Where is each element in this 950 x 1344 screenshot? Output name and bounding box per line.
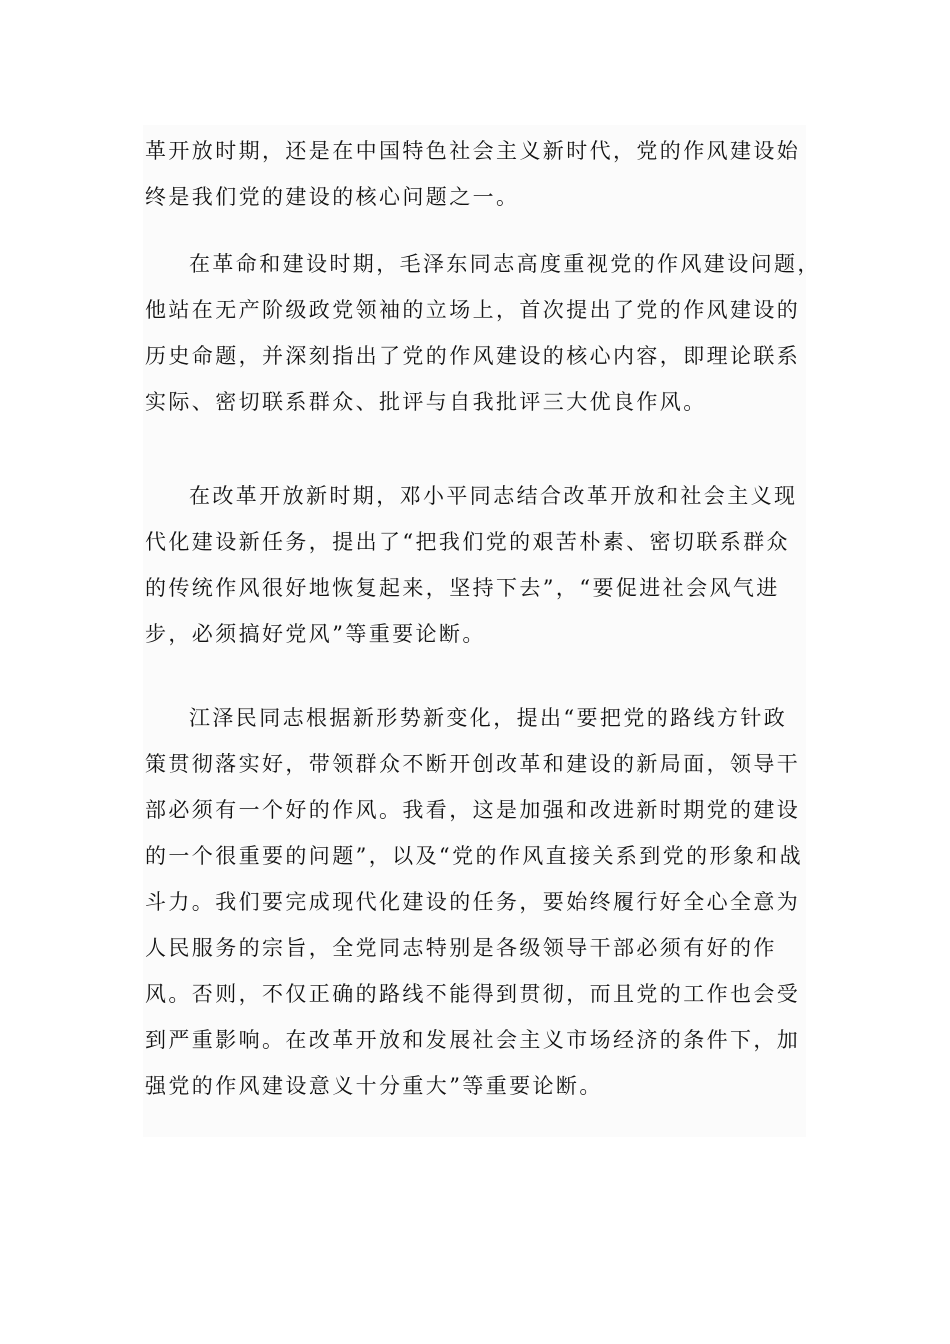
paragraph-deng-xiaoping: 在改革开放新时期，邓小平同志结合改革开放和社会主义现代化建设新任务，提出了“把我们党的艰苦朴素、密切联系群众的传统作风很好地恢复起来，坚持下去”，“要促进社会风气进步，必须搞好党风”等重要论断。 [145, 484, 798, 646]
paragraph-mao-zedong: 在革命和建设时期，毛泽东同志高度重视党的作风建设问题，他站在无产阶级政党领袖的立场上，首次提出了党的作风建设的历史命题，并深刻指出了党的作风建设的核心内容，即理论联系实际、密切联系群众、批评与自我批评三大优良作风。 [145, 252, 821, 414]
paragraph-jiang-zemin: 江泽民同志根据新形势新变化，提出“要把党的路线方针政策贯彻落实好，带领群众不断开创改革和建设的新局面，领导干部必须有一个好的作风。我看，这是加强和改进新时期党的建设的一个很重要的问题”，以及“党的作风直接关系到党的形象和战斗力。我们要完成现代化建设的任务，要始终履行好全心全意为人民服务的宗旨，全党同志特别是各级领导干部必须有好的作风。否则，不仅正确的路线不能得到贯彻，而且党的工作也会受到严重影响。在改革开放和发展社会主义市场经济的条件下，加强党的作风建设意义十分重大”等重要论断。 [145, 706, 804, 1098]
paragraph-continuation: 革开放时期，还是在中国特色社会主义新时代，党的作风建设始终是我们党的建设的核心问题之一。 [145, 139, 801, 209]
document-text-block [143, 125, 821, 1137]
